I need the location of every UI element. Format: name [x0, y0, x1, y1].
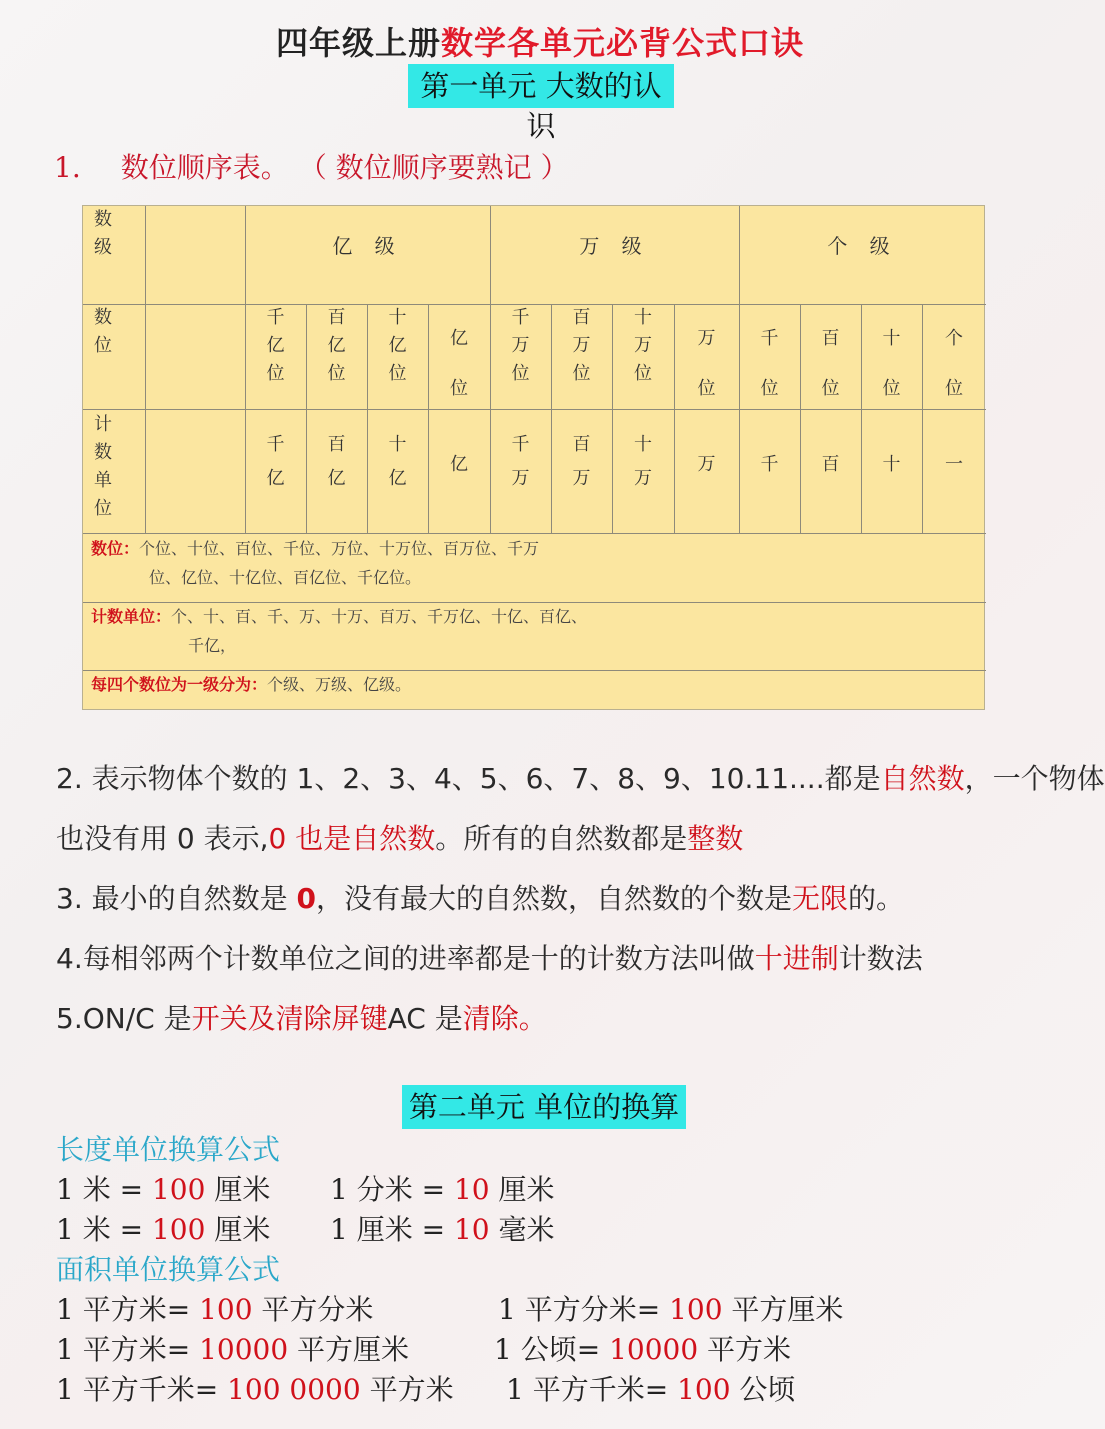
item2-zero-natural: 0 也是自然数: [268, 822, 436, 855]
item2-line2: [56, 817, 743, 857]
title-part2: 数学各单元必背公式口诀: [441, 24, 805, 62]
area-heading: 面积单位换算公式: [56, 1253, 281, 1286]
place-cell: 十 亿 位: [388, 307, 407, 384]
level-header: 万 级: [579, 234, 650, 258]
level-header: 亿 级: [332, 234, 403, 258]
item5-text-e: 。: [518, 1002, 547, 1035]
item1-number: 1.: [54, 151, 81, 184]
table-vline: [306, 304, 307, 533]
item1-paren-close: ）: [540, 151, 569, 184]
area-row-3-a: 1 平方千米= 100 0000 平方米: [56, 1373, 454, 1406]
area-row-1-b: 1 平方分米= 100 平方厘米: [498, 1293, 844, 1326]
item4-text-a: 4.每相邻两个计数单位之间的进率都是十的计数方法叫做: [56, 942, 755, 975]
table-vline: [861, 304, 862, 533]
unit-cell: 千 万: [511, 434, 530, 489]
row-label-place: 数 位: [94, 307, 112, 356]
place-cell: 十 位: [882, 328, 901, 399]
table-vline: [367, 304, 368, 533]
length-row-1-b: 1 分米 = 10 厘米: [330, 1173, 555, 1206]
place-value-table: [82, 205, 985, 710]
length-row-2-b: 1 厘米 = 10 毫米: [330, 1213, 555, 1246]
item3-text-a: 3. 最小的自然数是: [56, 882, 297, 915]
place-cell: 万 位: [697, 328, 716, 399]
area-row-3-b: 1 平方千米= 100 公顷: [506, 1373, 796, 1406]
item2-text-a: 2. 表示物体个数的 1、2、3、4、5、6、7、8、9、10.11....都是: [56, 762, 881, 795]
row-label-unit: 计 数 单 位: [94, 414, 112, 519]
length-row-1-a: 1 米 = 100 厘米: [56, 1173, 271, 1206]
item5-clear: 清除: [462, 1002, 519, 1035]
area-row-1-a: 1 平方米= 100 平方分米: [56, 1293, 374, 1326]
unit-cell: 万: [697, 454, 716, 475]
unit-cell: 百: [821, 454, 840, 475]
unit-cell: 百 亿: [327, 434, 346, 489]
item1-paren-open: （: [312, 151, 327, 184]
row-label-level: 数 级: [94, 209, 112, 258]
unit-cell: 百 万: [572, 434, 591, 489]
item3-infinite: 无限: [792, 882, 849, 915]
item4-line: [56, 937, 923, 977]
unit-cell: 一: [945, 454, 963, 475]
item3-line: [56, 877, 904, 917]
unit-cell: 千 亿: [266, 434, 285, 489]
item3-text-e: 的。: [848, 882, 905, 915]
area-row-2-a: 1 平方米= 10000 平方厘米: [56, 1333, 410, 1366]
unit-cell: 十: [882, 454, 901, 475]
table-vline: [674, 304, 675, 533]
note-levels: 每四个数位为一级分为：个级、万级、亿级。: [91, 675, 412, 694]
length-row-2-a: 1 米 = 100 厘米: [56, 1213, 271, 1246]
item5-line: [56, 997, 547, 1037]
item2-text-c: ，一个物体: [964, 762, 1105, 795]
unit-cell: 十 万: [634, 434, 652, 489]
item2-natural-number: 自然数: [880, 762, 965, 795]
note-units: 计数单位：个、十、百、千、万、十万、百万、千万亿、十亿、百亿、 千亿，: [91, 607, 588, 655]
item3-text-c: ，没有最大的自然数，自然数的个数是: [316, 882, 793, 915]
item4-decimal: 十进制: [754, 942, 839, 975]
level-header: 个 级: [827, 234, 898, 258]
place-cell: 个 位: [945, 328, 963, 399]
table-vline: [800, 304, 801, 533]
area-row-2-b: 1 公顷= 10000 平方米: [494, 1333, 792, 1366]
unit-cell: 亿: [450, 454, 468, 475]
title-part1: 四年级上册: [275, 24, 441, 62]
unit-cell: 十 亿: [388, 434, 407, 489]
table-vline: [612, 304, 613, 533]
item2-integer: 整数: [687, 822, 744, 855]
page-title: [0, 18, 1080, 64]
table-vline: [551, 304, 552, 533]
note-places: 数位：个位、十位、百位、千位、万位、十万位、百万位、千万 位、亿位、十亿位、百亿位、千亿位。: [91, 539, 540, 587]
place-cell: 千 万 位: [511, 307, 530, 384]
length-heading: 长度单位换算公式: [56, 1133, 281, 1166]
item1-paren-text: 数位顺序要熟记: [335, 151, 532, 184]
item1-text: 数位顺序表。: [120, 151, 289, 184]
item5-text-c: AC 是: [387, 1002, 463, 1035]
unit-cell: 千: [760, 454, 779, 475]
item2-text-d: 也没有用 0 表示,: [56, 822, 269, 855]
item5-onc: 开关及清除屏键: [191, 1002, 388, 1035]
place-cell: 十 万 位: [634, 307, 652, 384]
place-cell: 亿 位: [450, 328, 468, 399]
table-hline: [83, 409, 986, 410]
item2-text-f: 。所有的自然数都是: [435, 822, 688, 855]
table-vline: [922, 304, 923, 533]
unit1-heading: 第一单元 大数的认识: [408, 64, 674, 108]
place-cell: 百 位: [821, 328, 840, 399]
place-cell: 百 万 位: [572, 307, 591, 384]
table-vline: [428, 304, 429, 533]
unit2-heading: 第二单元 单位的换算: [402, 1085, 686, 1129]
table-vline: [145, 206, 146, 533]
item2-line1: [56, 757, 1105, 797]
item3-zero: 0: [296, 882, 317, 915]
place-cell: 百 亿 位: [327, 307, 346, 384]
item4-text-c: 计数法: [838, 942, 923, 975]
item1-heading: [54, 146, 569, 186]
place-cell: 千 位: [760, 328, 779, 399]
item5-text-a: 5.ON/C 是: [56, 1002, 192, 1035]
place-cell: 千 亿 位: [266, 307, 285, 384]
